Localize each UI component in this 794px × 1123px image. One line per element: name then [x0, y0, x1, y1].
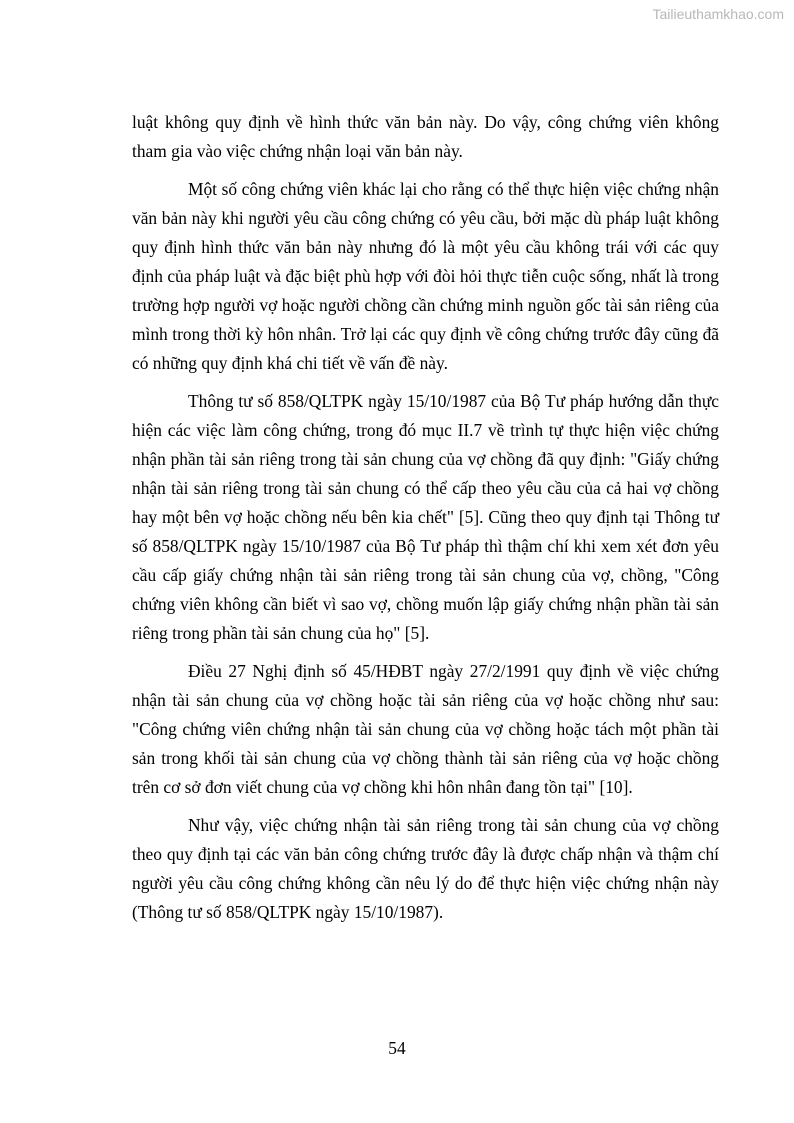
- paragraph-conclusion: Như vậy, việc chứng nhận tài sản riêng trong tài sản chung của vợ chồng theo quy định tại các văn bản công chứng trước đây là được chấp nhận và thậm chí người yêu cầu công chứng không cần nêu lý do để thực hiện việc chứng nhận này (Thông tư số 858/QLTPK ngày 15/10/1987).: [132, 815, 719, 922]
- page-number: 54: [388, 1038, 406, 1058]
- paragraph-other-notaries-view: Một số công chứng viên khác lại cho rằng có thể thực hiện việc chứng nhận văn bản này khi người yêu cầu công chứng có yêu cầu, bởi mặc dù pháp luật không quy định hình thức văn bản này nhưng đó là một yêu cầu không trái với các quy định của pháp luật và đặc biệt phù hợp với đòi hỏi thực tiễn cuộc sống, nhất là trong trường hợp người vợ hoặc người chồng cần chứng minh nguồn gốc tài sản riêng của mình trong thời kỳ hôn nhân. Trở lại các quy định về công chứng trước đây cũng đã có những quy định khá chi tiết về vấn đề này.: [132, 179, 719, 373]
- page-body: [132, 108, 719, 936]
- paragraph-decree-45: Điều 27 Nghị định số 45/HĐBT ngày 27/2/1991 quy định về việc chứng nhận tài sản chung của vợ chồng hoặc tài sản riêng của vợ hoặc chồng như sau: "Công chứng viên chứng nhận tài sản chung của vợ chồng hoặc tách một phần tài sản trong khối tài sản chung của vợ chồng thành tài sản riêng của vợ hoặc chồng trên cơ sở đơn viết chung của vợ chồng khi hôn nhân đang tồn tại" [10].: [132, 661, 719, 797]
- paragraph-circular-858: Thông tư số 858/QLTPK ngày 15/10/1987 của Bộ Tư pháp hướng dẫn thực hiện các việc làm công chứng, trong đó mục II.7 về trình tự thực hiện việc chứng nhận phần tài sản riêng trong tài sản chung của vợ chồng đã quy định: "Giấy chứng nhận tài sản riêng trong tài sản chung có thể cấp theo yêu cầu của cả hai vợ chồng hay một bên vợ hoặc chồng nếu bên kia chết" [5]. Cũng theo quy định tại Thông tư số 858/QLTPK ngày 15/10/1987 của Bộ Tư pháp thì thậm chí khi xem xét đơn yêu cầu cấp giấy chứng nhận tài sản riêng trong tài sản chung của vợ, chồng, "Công chứng viên không cần biết vì sao vợ, chồng muốn lập giấy chứng nhận phần tài sản riêng trong phần tài sản chung của họ" [5].: [132, 391, 719, 643]
- watermark: Tailieuthamkhao.com: [652, 6, 784, 22]
- paragraph-continuation: luật không quy định về hình thức văn bản này. Do vậy, công chứng viên không tham gia vào việc chứng nhận loại văn bản này.: [132, 112, 719, 161]
